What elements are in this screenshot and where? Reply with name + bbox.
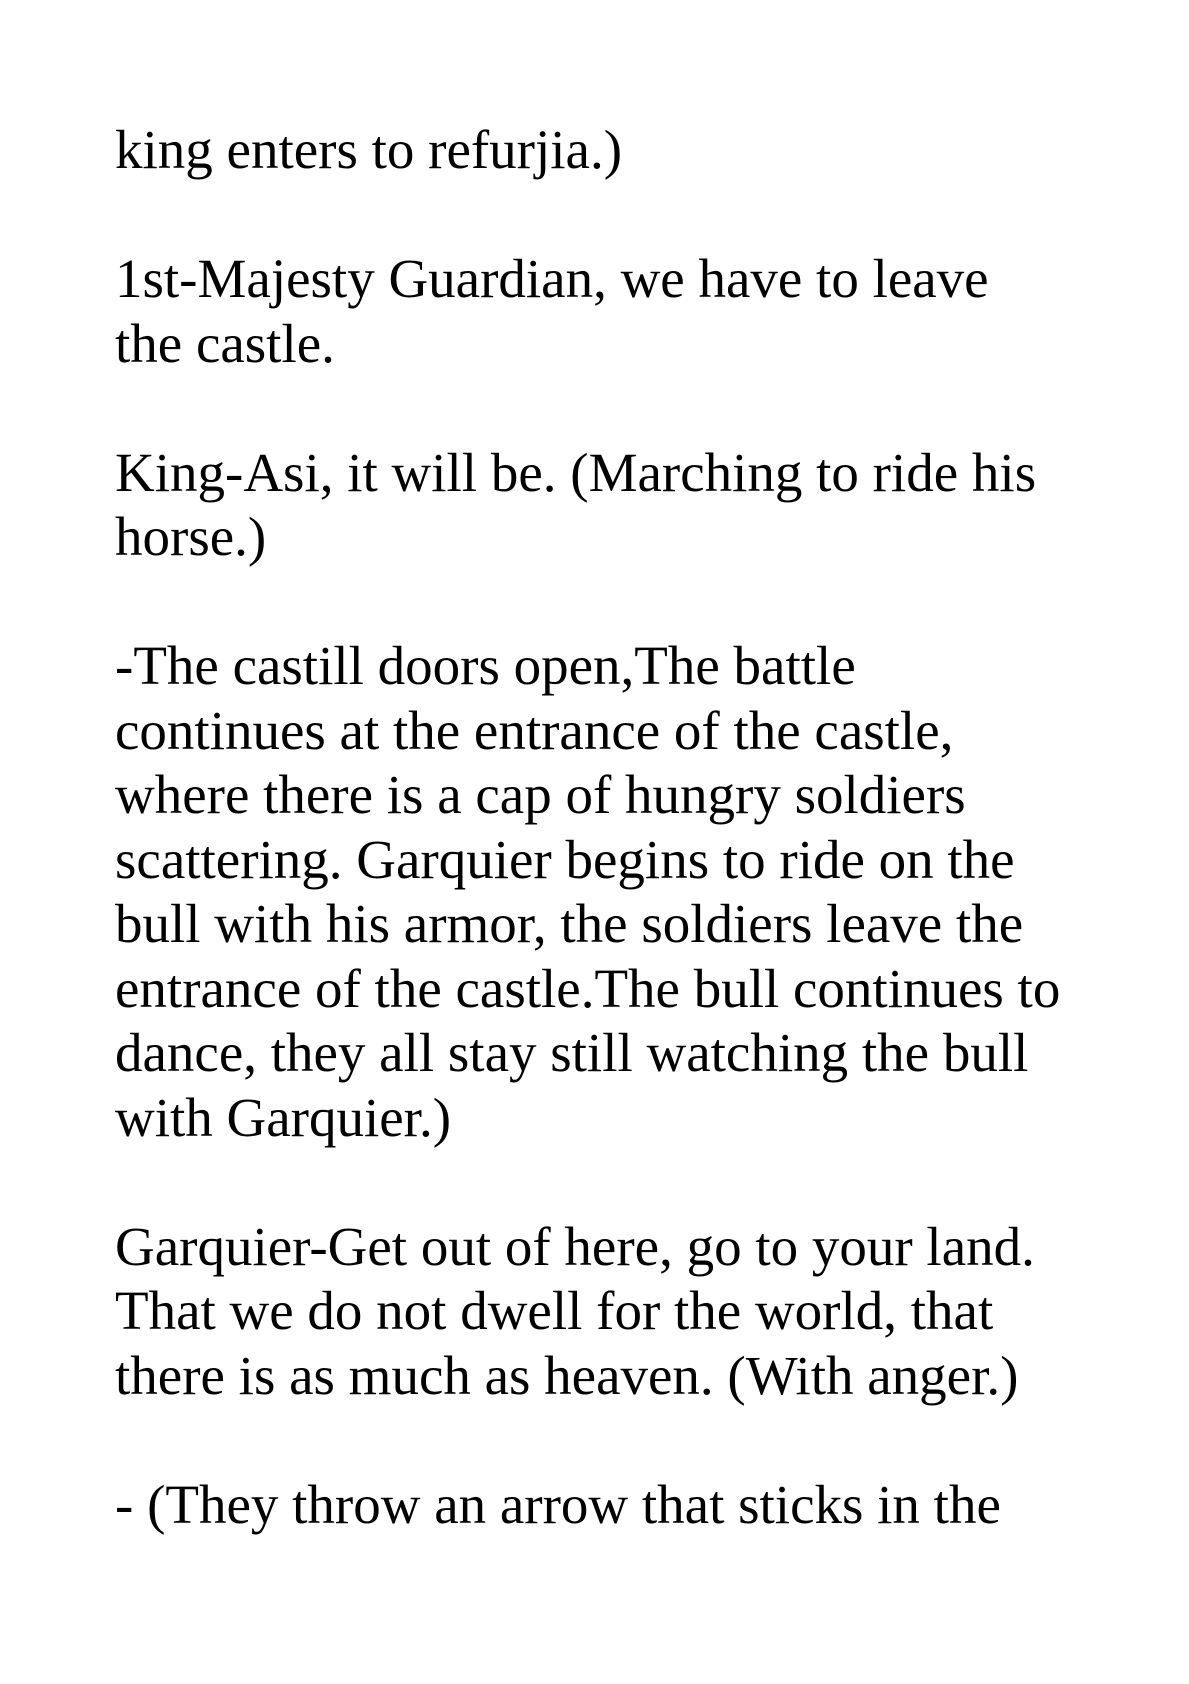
paragraph-stage-direction-king-enters <box>115 118 1115 183</box>
paragraph-dialogue-king <box>115 441 1115 570</box>
text-line: continues at the entrance of the castle, <box>115 699 954 761</box>
text-line: horse.) <box>115 506 267 567</box>
text-line: Garquier-Get out of here, go to your land. <box>115 1215 1035 1277</box>
paragraph-dialogue-guardian <box>115 247 1115 376</box>
text-line: -The castill doors open,The battle <box>115 635 856 696</box>
text-line: King-Asi, it will be. (Marching to ride his <box>115 441 1037 503</box>
paragraph-dialogue-garquier <box>115 1215 1115 1409</box>
script-text-body <box>115 118 1115 1602</box>
text-line: dance, they all stay still watching the bull <box>115 1022 1029 1083</box>
text-line: bull with his armor, the soldiers leave the <box>115 893 1024 954</box>
text-line: with Garquier.) <box>115 1086 452 1148</box>
text-line: entrance of the castle.The bull continues to <box>115 957 1061 1019</box>
text-line: scattering. Garquier begins to ride on the <box>115 828 1015 890</box>
text-line: That we do not dwell for the world, that <box>115 1280 994 1341</box>
text-line: there is as much as heaven. (With anger.) <box>115 1344 1019 1406</box>
text-line: king enters to refurjia.) <box>115 119 623 180</box>
paragraph-stage-direction-arrow <box>115 1473 1115 1538</box>
text-line: the castle. <box>115 312 335 374</box>
text-line: 1st-Majesty Guardian, we have to leave <box>115 248 989 309</box>
paragraph-stage-direction-battle <box>115 634 1115 1150</box>
text-line: where there is a cap of hungry soldiers <box>115 764 966 825</box>
text-line: - (They throw an arrow that sticks in the <box>115 1473 1001 1535</box>
